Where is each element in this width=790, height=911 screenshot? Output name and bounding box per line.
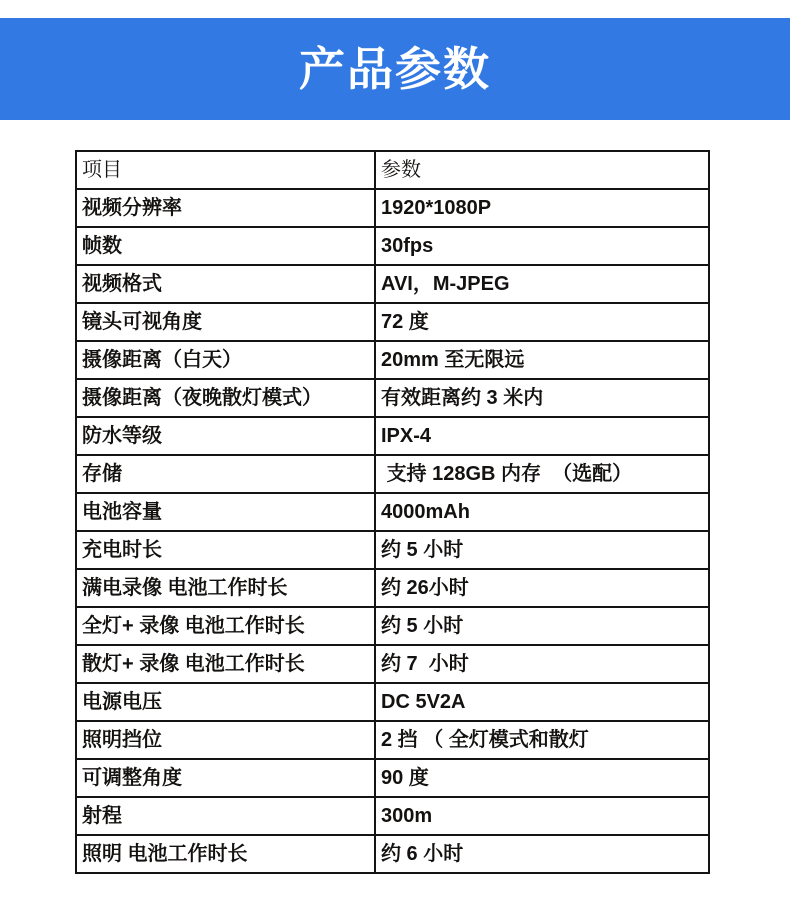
spec-item-cell: 帧数: [76, 227, 375, 265]
spec-table: [75, 150, 710, 874]
spec-item-cell: 存储: [76, 455, 375, 493]
table-row: [76, 189, 709, 227]
spec-item-cell: 电源电压: [76, 683, 375, 721]
spec-item-cell: 射程: [76, 797, 375, 835]
spec-value-cell: 约 7 小时: [375, 645, 709, 683]
table-row: [76, 531, 709, 569]
table-row: [76, 265, 709, 303]
table-row: [76, 683, 709, 721]
spec-item-cell: 照明挡位: [76, 721, 375, 759]
spec-value-cell: IPX-4: [375, 417, 709, 455]
table-row: [76, 759, 709, 797]
spec-item-cell: 可调整角度: [76, 759, 375, 797]
table-row: [76, 227, 709, 265]
table-row: [76, 379, 709, 417]
header-item-cell: 项目: [76, 151, 375, 189]
spec-item-cell: 电池容量: [76, 493, 375, 531]
spec-item-cell: 镜头可视角度: [76, 303, 375, 341]
spec-value-cell: 1920*1080P: [375, 189, 709, 227]
table-row: [76, 645, 709, 683]
spec-value-cell: 2 挡 （ 全灯模式和散灯: [375, 721, 709, 759]
spec-table-body: [76, 189, 709, 873]
spec-item-cell: 防水等级: [76, 417, 375, 455]
spec-value-cell: 约 5 小时: [375, 531, 709, 569]
spec-value-cell: 300m: [375, 797, 709, 835]
table-row: [76, 417, 709, 455]
spec-value-cell: 4000mAh: [375, 493, 709, 531]
spec-value-cell: 30fps: [375, 227, 709, 265]
table-header-row: [76, 151, 709, 189]
header-value-cell: 参数: [375, 151, 709, 189]
spec-value-cell: AVI，M-JPEG: [375, 265, 709, 303]
spec-value-cell: 约 5 小时: [375, 607, 709, 645]
spec-value-cell: 90 度: [375, 759, 709, 797]
table-row: [76, 341, 709, 379]
spec-item-cell: 摄像距离（白天）: [76, 341, 375, 379]
table-row: [76, 607, 709, 645]
spec-item-cell: 满电录像 电池工作时长: [76, 569, 375, 607]
spec-item-cell: 视频格式: [76, 265, 375, 303]
table-row: [76, 797, 709, 835]
spec-value-cell: 约 6 小时: [375, 835, 709, 873]
spec-item-cell: 散灯+ 录像 电池工作时长: [76, 645, 375, 683]
spec-value-cell: 20mm 至无限远: [375, 341, 709, 379]
title-banner: [0, 18, 790, 120]
spec-value-cell: 72 度: [375, 303, 709, 341]
table-row: [76, 569, 709, 607]
spec-value-cell: 约 26小时: [375, 569, 709, 607]
spec-item-cell: 充电时长: [76, 531, 375, 569]
table-row: [76, 835, 709, 873]
spec-item-cell: 全灯+ 录像 电池工作时长: [76, 607, 375, 645]
page-title: 产品参数: [299, 43, 491, 95]
table-row: [76, 493, 709, 531]
table-row: [76, 721, 709, 759]
spec-item-cell: 摄像距离（夜晚散灯模式）: [76, 379, 375, 417]
spec-item-cell: 照明 电池工作时长: [76, 835, 375, 873]
spec-value-cell: 有效距离约 3 米内: [375, 379, 709, 417]
table-row: [76, 455, 709, 493]
spec-item-cell: 视频分辨率: [76, 189, 375, 227]
spec-value-cell: 支持 128GB 内存 （选配）: [375, 455, 709, 493]
spec-value-cell: DC 5V2A: [375, 683, 709, 721]
table-row: [76, 303, 709, 341]
